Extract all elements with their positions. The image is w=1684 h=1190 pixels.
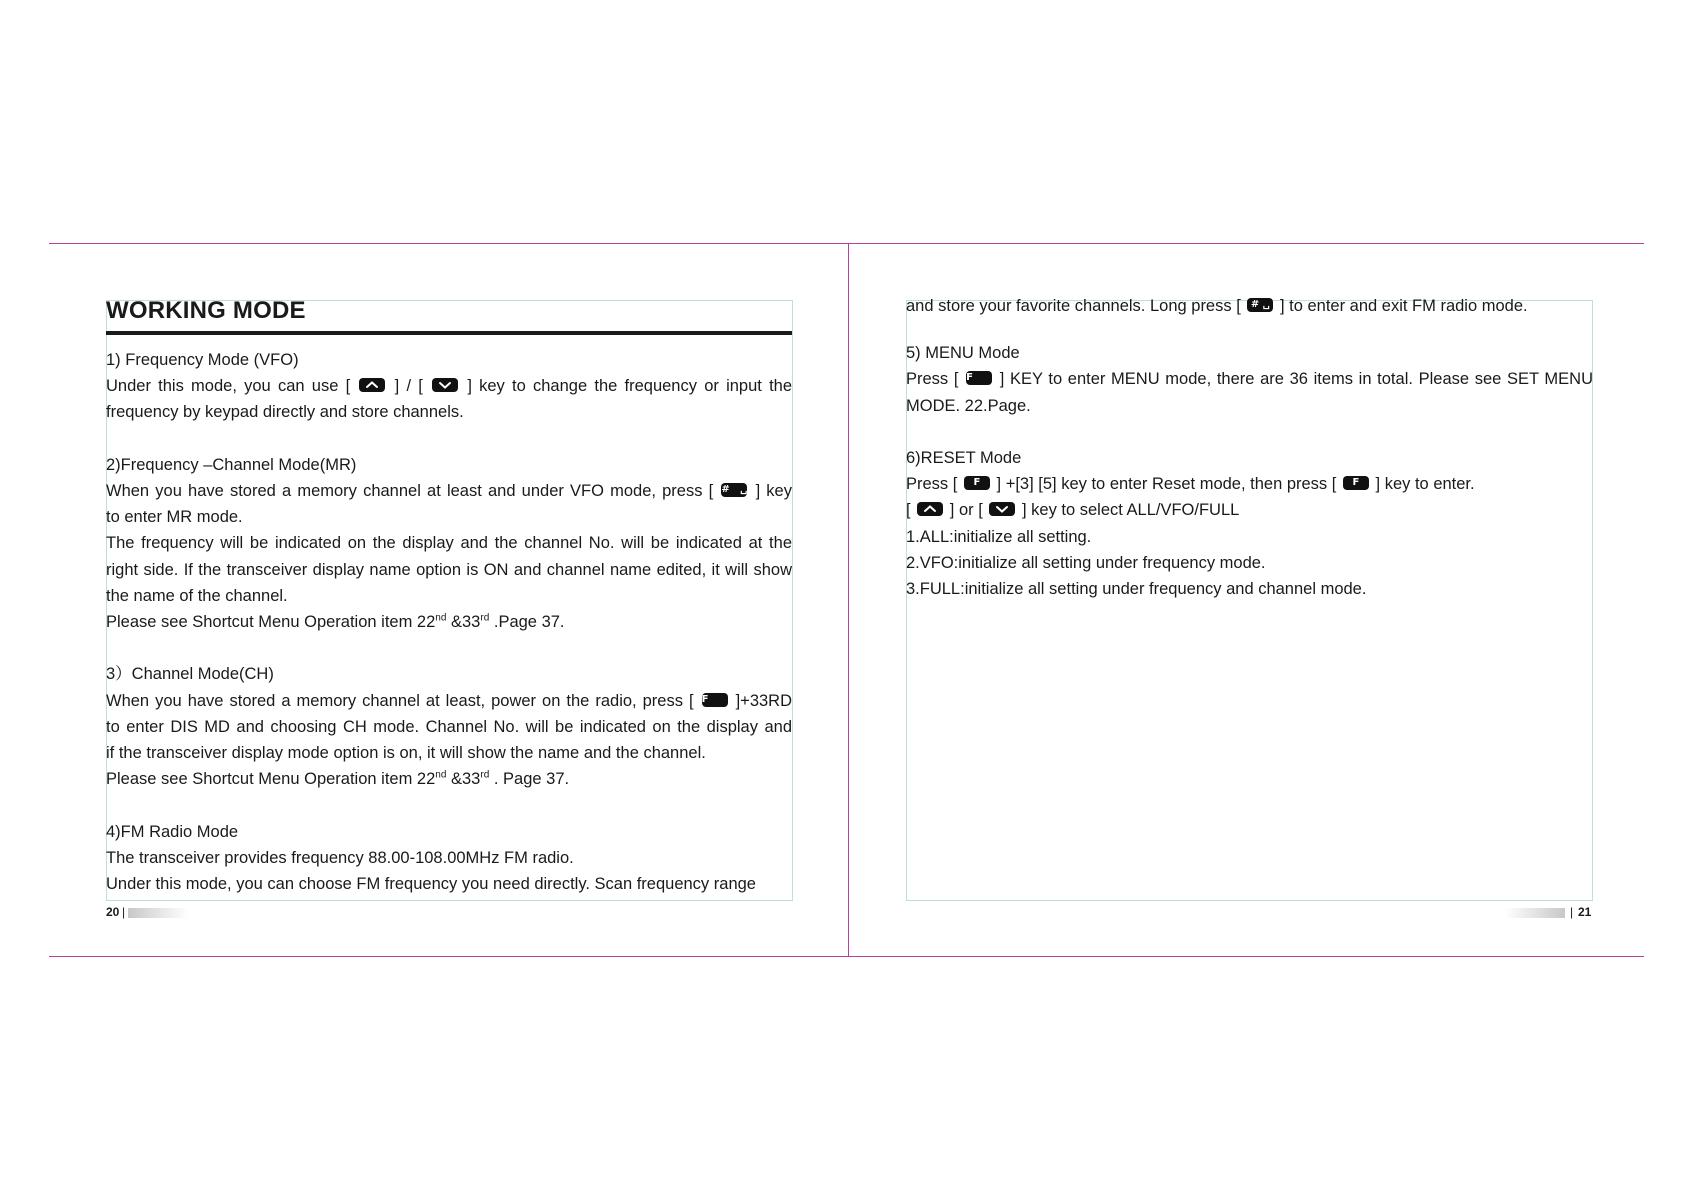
section-5-heading: 5) MENU Mode — [906, 344, 1020, 363]
section-6-line: [ ] or [ ] key to select ALL/VFO/FULL — [906, 501, 1240, 520]
top-rule — [49, 243, 1644, 244]
page-number-left: 20 — [106, 905, 120, 919]
left-page-body — [106, 347, 792, 897]
f-key-icon: F — [702, 693, 728, 707]
section-2-line: the name of the channel. — [106, 586, 288, 605]
up-arrow-key-icon — [359, 378, 385, 392]
f-key-icon: F — [964, 476, 990, 490]
section-6-heading: 6)RESET Mode — [906, 449, 1022, 467]
page-number-separator: | — [1570, 905, 1574, 919]
down-arrow-key-icon — [989, 502, 1015, 516]
section-1-line: Under this mode, you can use [ ] / [ ] key to change the frequency or input the — [106, 377, 793, 396]
section-3-line: if the transceiver display mode option is on, it will show the name and the channel. — [106, 744, 706, 763]
page-title: WORKING MODE — [106, 297, 306, 324]
section-6-line: 1.ALL:initialize all setting. — [906, 527, 1092, 546]
section-2-line: right side. If the transceiver display name option is ON and channel name edited, it will show — [106, 560, 792, 579]
section-4-line: Under this mode, you can choose FM frequency you need directly. Scan frequency range — [106, 875, 756, 894]
section-2-line: The frequency will be indicated on the display and the channel No. will be indicated at the — [106, 534, 792, 553]
f-key-icon: F — [1343, 476, 1369, 490]
section-2-heading: 2)Frequency –Channel Mode(MR) — [106, 455, 357, 474]
section-2-line: When you have stored a memory channel at least and under VFO mode, press [ # ␣ ] key — [106, 482, 792, 500]
section-3-line: Please see Shortcut Menu Operation item 22nd &33rd . Page 37. — [106, 769, 570, 789]
f-key-icon: F — [966, 371, 992, 385]
section-6-line: 2.VFO:initialize all setting under frequency mode. — [906, 553, 1266, 572]
page-gradient-bar-right — [1505, 908, 1565, 918]
title-underline — [106, 331, 792, 335]
section-1-line: frequency by keypad directly and store channels. — [106, 403, 464, 422]
fm-continued-line: and store your favorite channels. Long press [ # ␣ ] to enter and exit FM radio mode. — [906, 297, 1528, 315]
section-3-heading: 3）Channel Mode(CH) — [106, 665, 274, 684]
section-6-line: 3.FULL:initialize all setting under frequency and channel mode. — [906, 580, 1367, 599]
section-2-line: Please see Shortcut Menu Operation item 22nd &33rd .Page 37. — [106, 612, 565, 632]
down-arrow-key-icon — [432, 378, 458, 392]
section-3-line: to enter DIS MD and choosing CH mode. Channel No. will be indicated on the display and — [106, 717, 792, 736]
hash-key-icon: # ␣ — [721, 484, 748, 495]
section-5-line: MODE. 22.Page. — [906, 396, 1031, 415]
section-2-line: to enter MR mode. — [106, 508, 243, 527]
section-6-line: Press [ F ] +[3] [5] key to enter Reset mode, then press [ F ] key to enter. — [906, 475, 1475, 494]
hash-key-icon: # ␣ — [1247, 298, 1273, 312]
page-gradient-bar-left — [128, 908, 188, 918]
spine-rule — [848, 243, 849, 957]
page-number-separator: | — [122, 905, 126, 919]
section-4-heading: 4)FM Radio Mode — [106, 822, 239, 841]
section-3-line: When you have stored a memory channel at least, power on the radio, press [ F ]+33RD — [106, 691, 792, 710]
right-page-body — [906, 293, 1593, 602]
up-arrow-key-icon — [917, 502, 943, 516]
section-5-line: Press [ F ] KEY to enter MENU mode, there are 36 items in total. Please see SET MENU — [906, 370, 1593, 389]
page-number-right: 21 — [1578, 905, 1592, 919]
section-4-line: The transceiver provides frequency 88.00-108.00MHz FM radio. — [106, 848, 574, 867]
bottom-rule — [49, 956, 1644, 957]
section-1-heading: 1) Frequency Mode (VFO) — [106, 351, 299, 369]
